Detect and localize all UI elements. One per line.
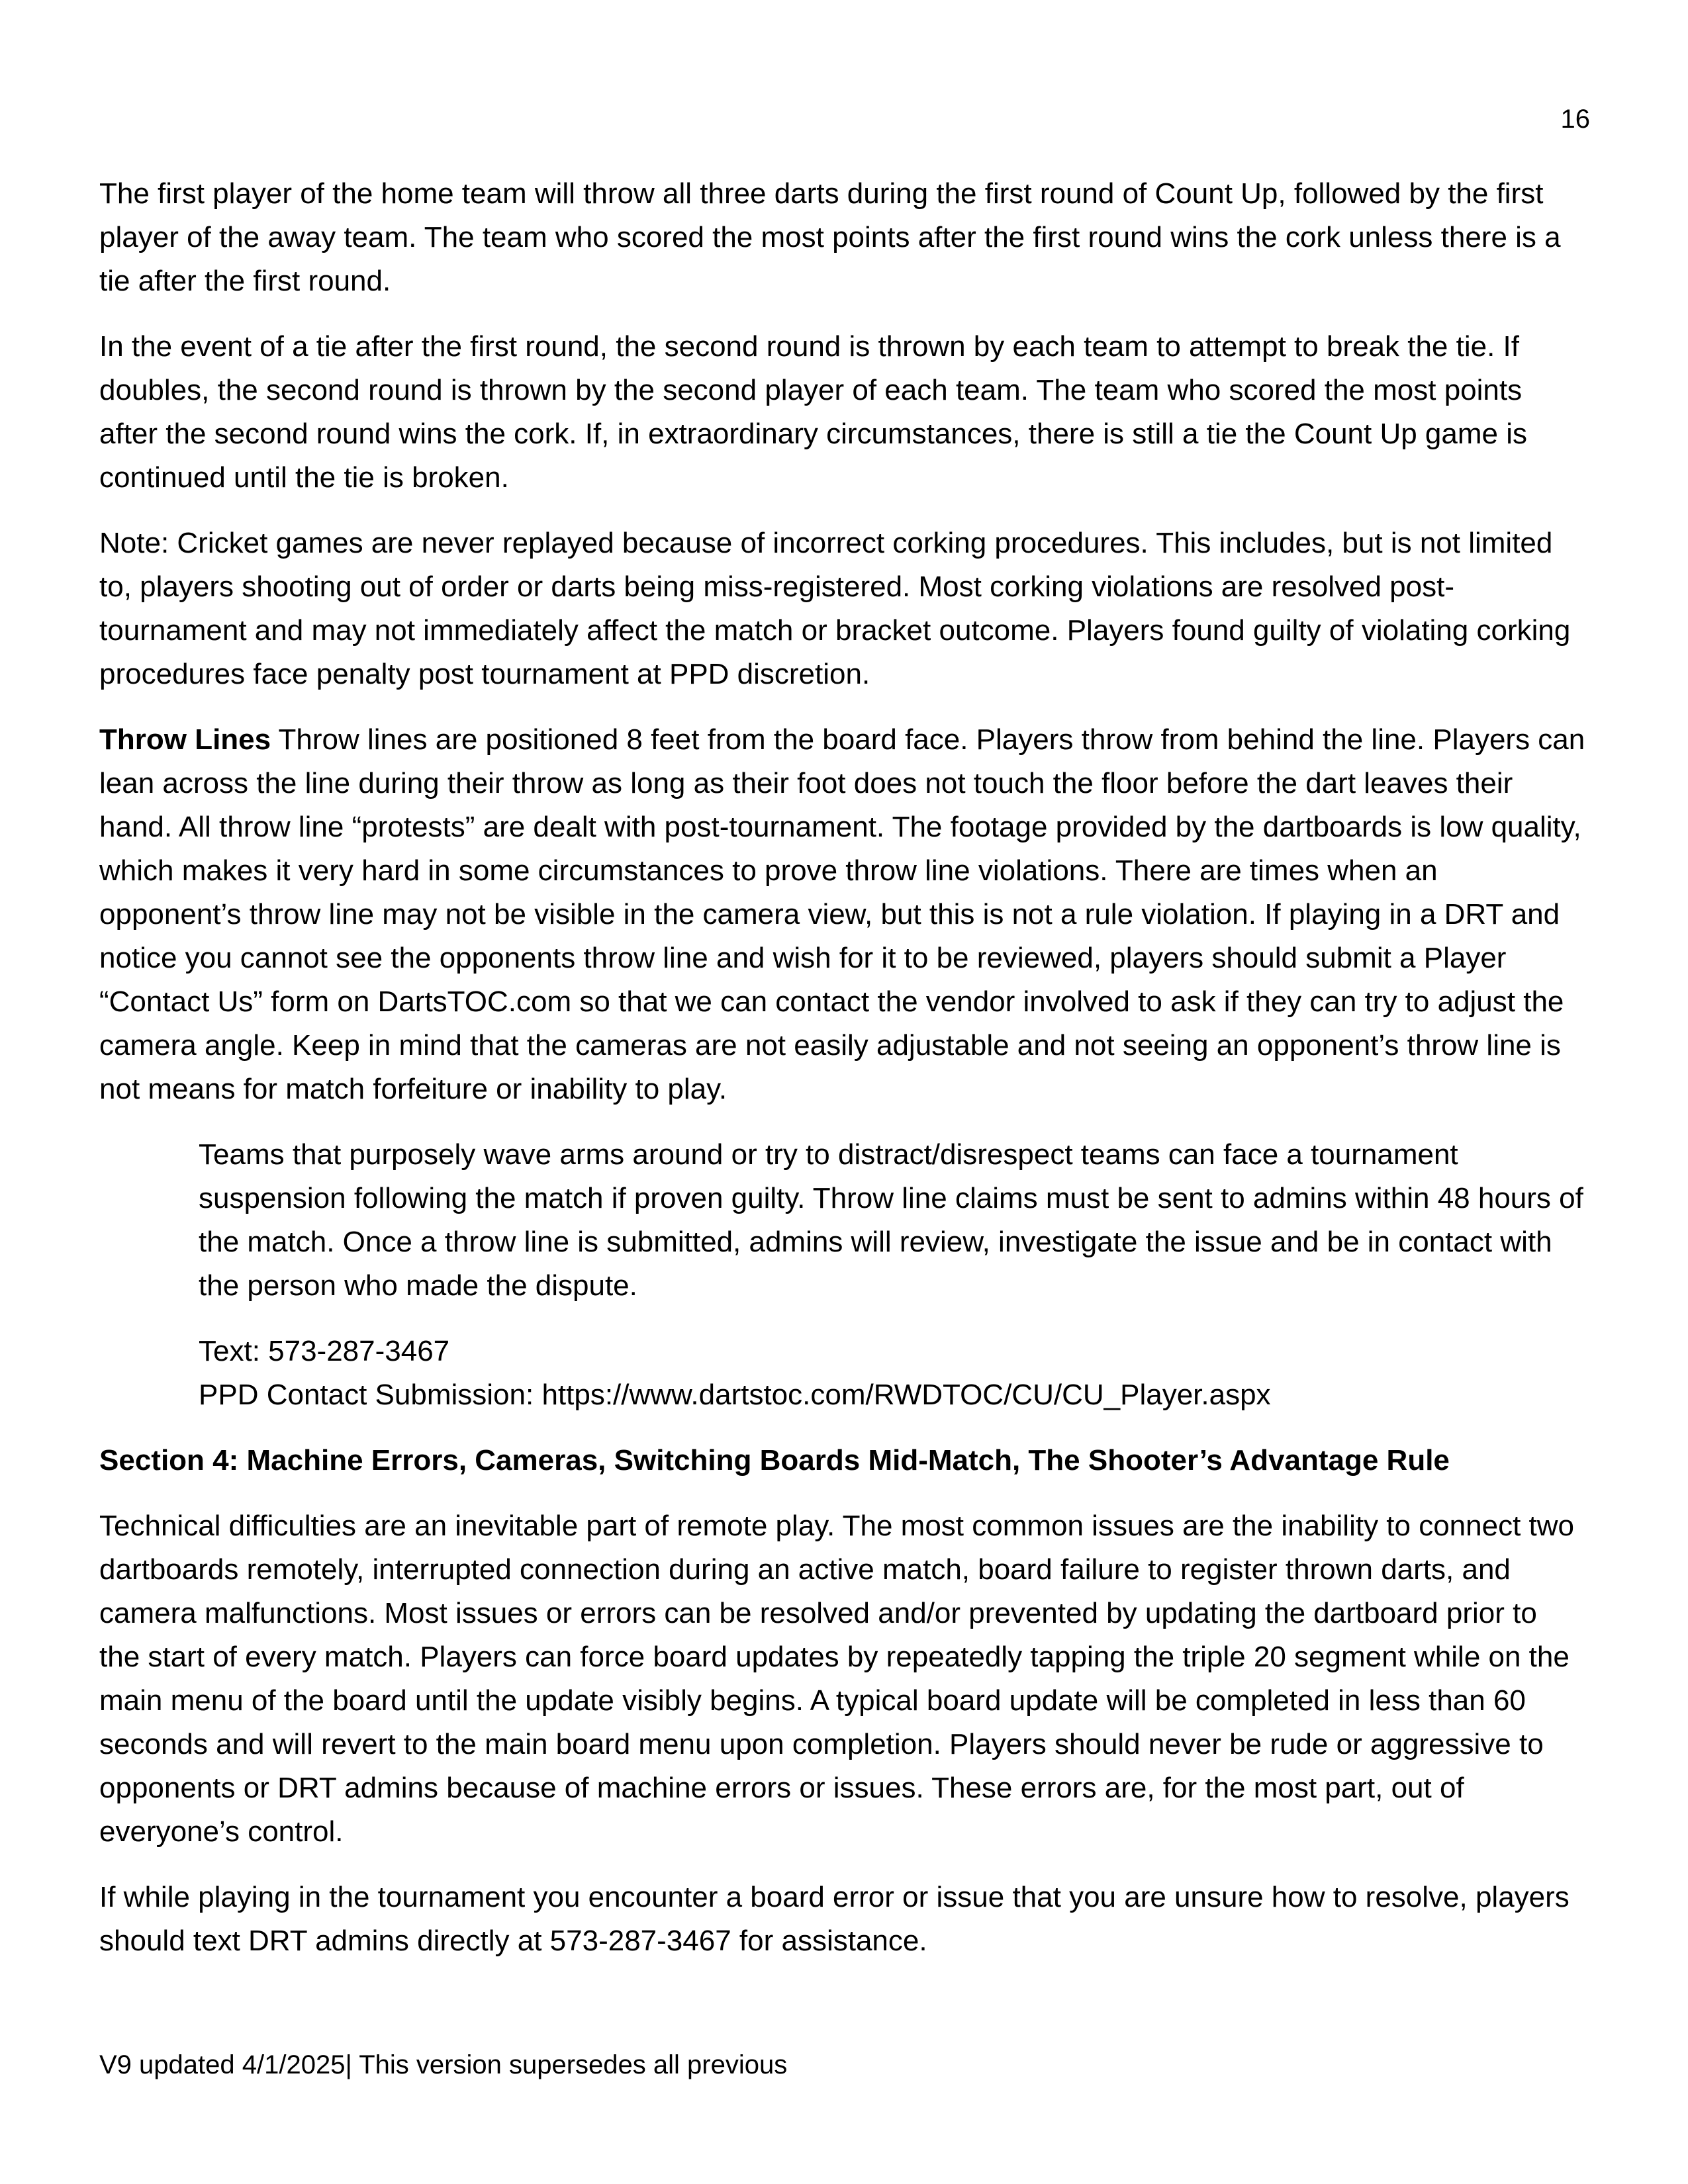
contact-text-line: Text: 573-287-3467 xyxy=(199,1335,450,1367)
throw-lines-label: Throw Lines xyxy=(99,723,271,756)
page-number: 16 xyxy=(1560,105,1590,134)
throw-lines-body: Throw lines are positioned 8 feet from the board face. Players throw from behind the line. Players can lean across the line during their throw as long as their foot does not touch the floor before the dart leaves their hand. All throw line “protests” are dealt with post-tournament. The footage provided by the dartboards is low quality, which makes it very hard in some circumstances to prove throw line violations. There are times when an opponent’s throw line may not be visible in the camera view, but this is not a rule violation. If playing in a DRT and notice you cannot see the opponents throw line and wish for it to be reviewed, players should submit a Player “Contact Us” form on DartsTOC.com so that we can contact the vendor involved to ask if they can try to adjust the camera angle. Keep in mind that the cameras are not easily adjustable and not seeing an opponent’s throw line is not means for match forfeiture or inability to play. xyxy=(99,723,1585,1105)
contact-submission-line: PPD Contact Submission: https://www.dartstoc.com/RWDTOC/CU/CU_Player.aspx xyxy=(199,1379,1271,1411)
paragraph-throw-lines xyxy=(99,718,1585,1111)
section-4-heading: Section 4: Machine Errors, Cameras, Switching Boards Mid-Match, The Shooter’s Advantage Rule xyxy=(99,1444,1450,1477)
paragraph-tie-break: In the event of a tie after the first round, the second round is thrown by each team to attempt to break the tie. If doubles, the second round is thrown by the second player of each team. The team who scored the most points after the second round wins the cork. If, in extraordinary circumstances, there is still a tie the Count Up game is continued until the tie is broken. xyxy=(99,330,1527,494)
document-body xyxy=(99,172,1585,1985)
paragraph-board-error-contact: If while playing in the tournament you encounter a board error or issue that you are unsure how to resolve, players should text DRT admins directly at 573-287-3467 for assistance. xyxy=(99,1881,1570,1957)
paragraph-count-up-first-round: The first player of the home team will throw all three darts during the first round of Count Up, followed by the first player of the away team. The team who scored the most points after the first round wins the cork unless there is a tie after the first round. xyxy=(99,177,1561,297)
paragraph-technical-difficulties: Technical difficulties are an inevitable part of remote play. The most common issues are the inability to connect two dartboards remotely, interrupted connection during an active match, board failure to register thrown darts, and camera malfunctions. Most issues or errors can be resolved and/or prevented by updating the dartboard prior to the start of every match. Players can force board updates by repeatedly tapping the triple 20 segment while on the main menu of the board until the update visibly begins. A typical board update will be completed in less than 60 seconds and will revert to the main board menu upon completion. Players should never be rude or aggressive to opponents or DRT admins because of machine errors or issues. These errors are, for the most part, out of everyone’s control. xyxy=(99,1510,1575,1848)
paragraph-corking-note: Note: Cricket games are never replayed because of incorrect corking procedures. This includes, but is not limited to, players shooting out of order or darts being miss-registered. Most corking violations are resolved post-tournament and may not immediately affect the match or bracket outcome. Players found guilty of violating corking procedures face penalty post tournament at PPD discretion. xyxy=(99,527,1571,690)
paragraph-distraction-suspension: Teams that purposely wave arms around or try to distract/disrespect teams can face a tournament suspension following the match if proven guilty. Throw line claims must be sent to admins within 48 hours of the match. Once a throw line is submitted, admins will review, investigate the issue and be in contact with the person who made the dispute. xyxy=(199,1138,1583,1302)
footer-version-note: V9 updated 4/1/2025| This version supersedes all previous xyxy=(99,2050,788,2079)
